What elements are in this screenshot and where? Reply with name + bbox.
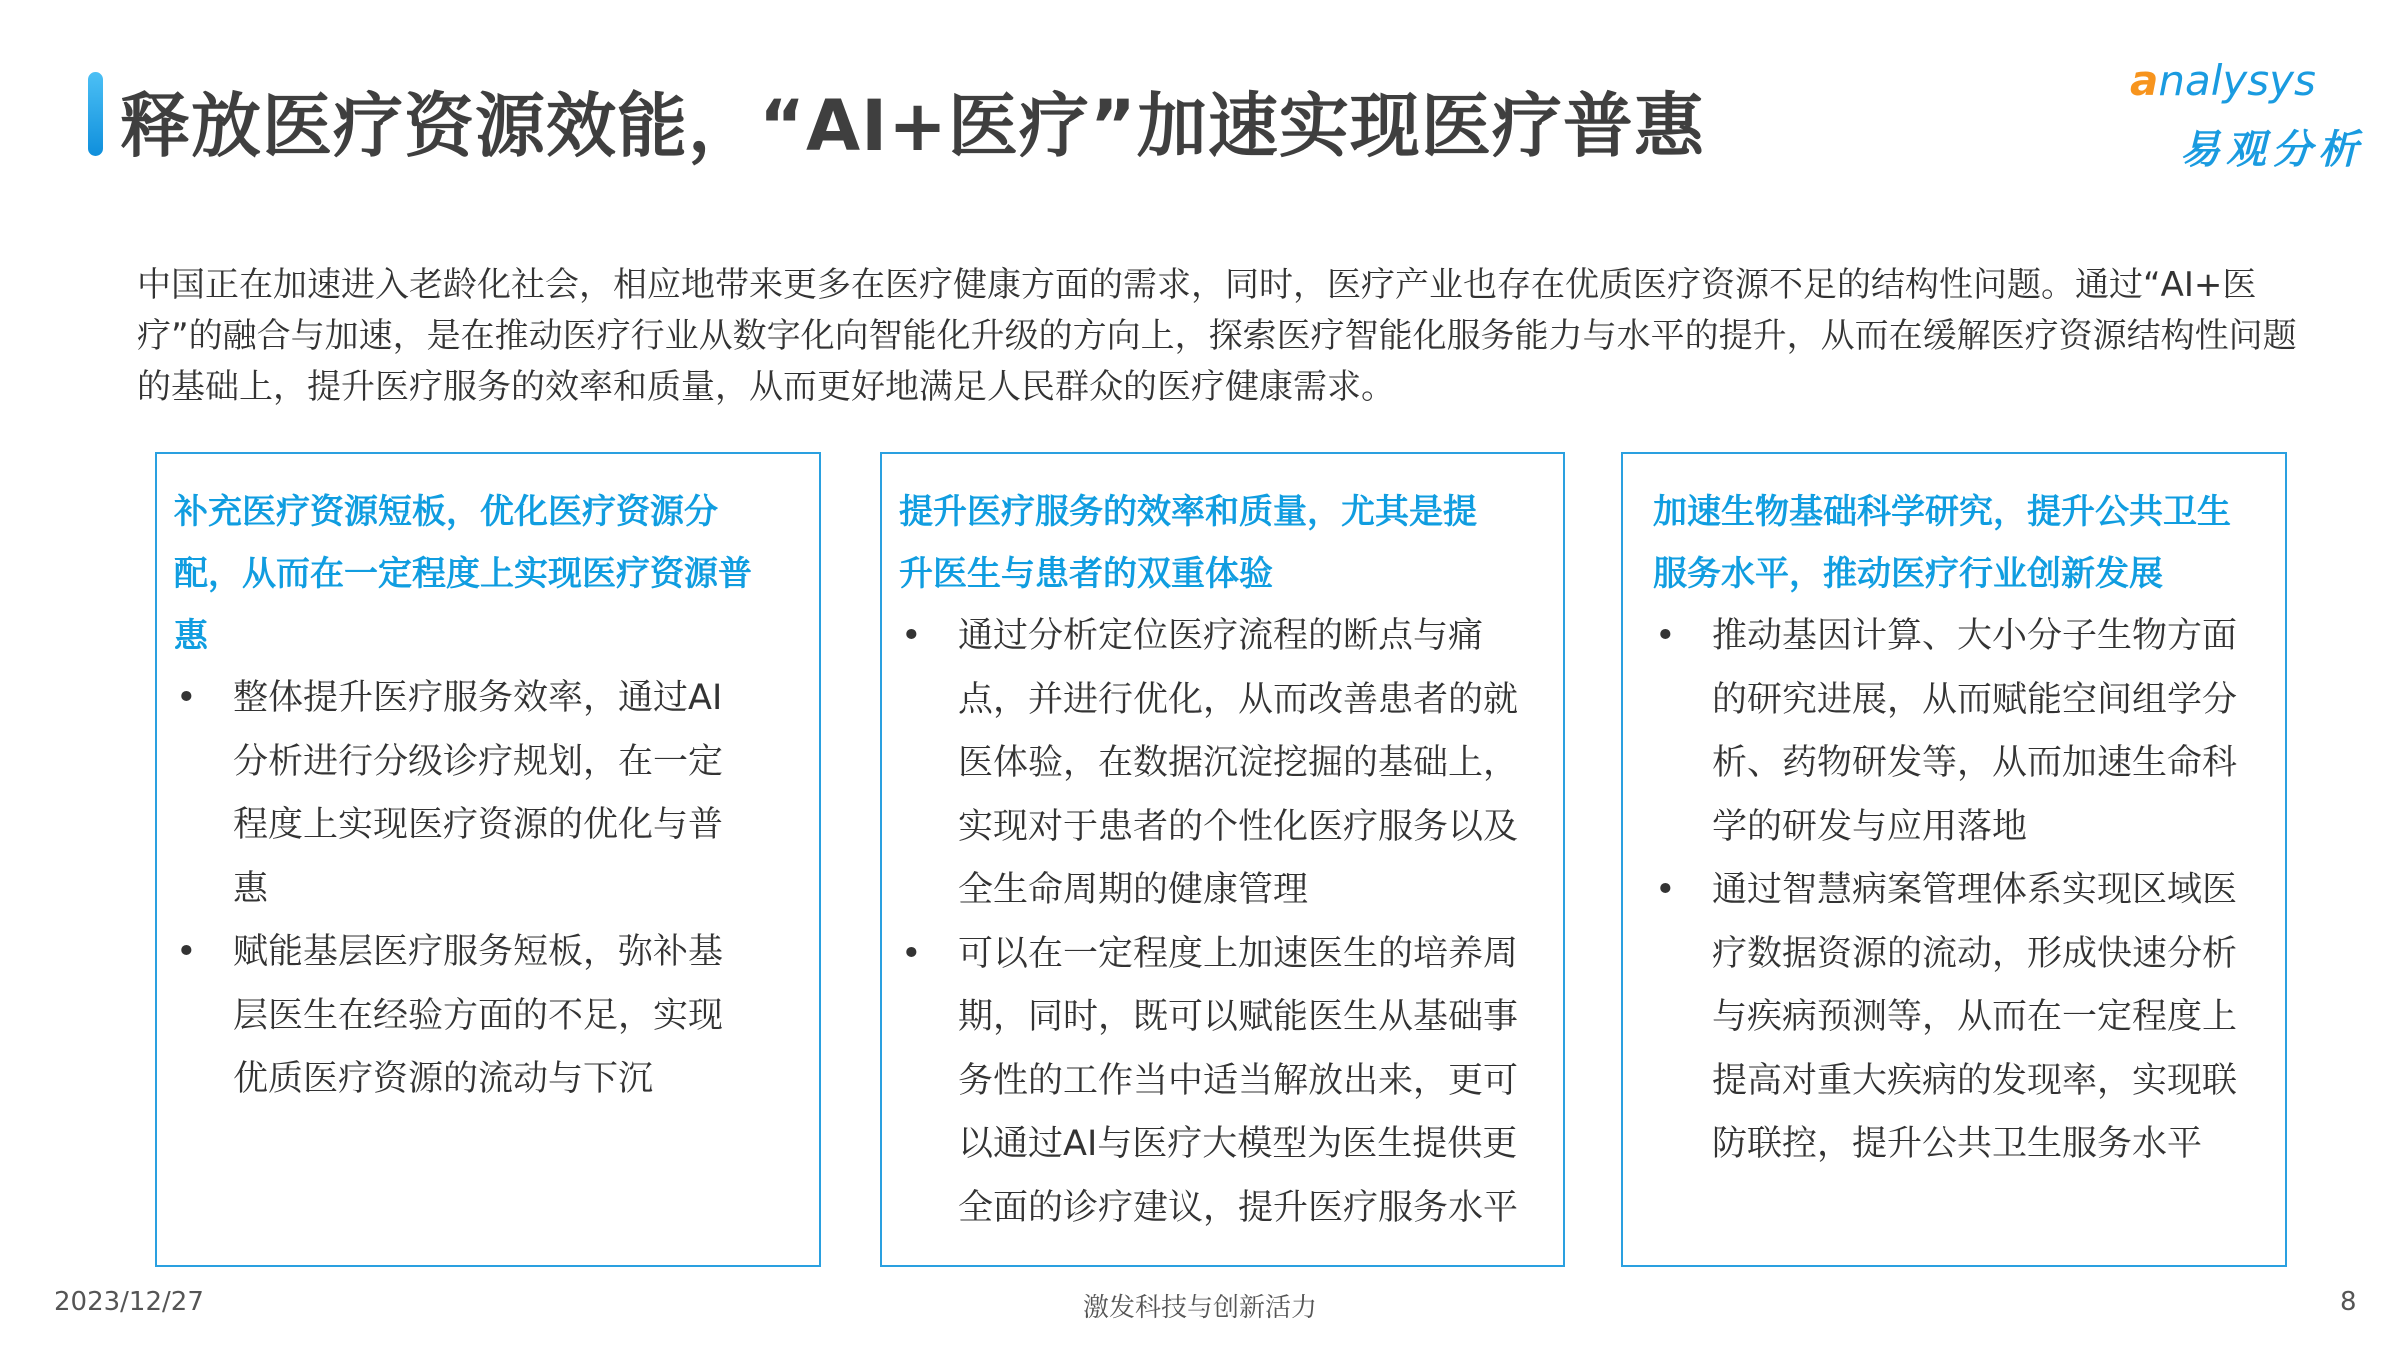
card-heading: 提升医疗服务的效率和质量，尤其是提升医生与患者的双重体验 xyxy=(899,492,1477,594)
card-resource-allocation xyxy=(155,452,821,1267)
page-number: 8 xyxy=(2340,1287,2357,1317)
card-heading: 加速生物基础科学研究，提升公共卫生服务水平，推动医疗行业创新发展 xyxy=(1653,492,2231,594)
card-bio-research xyxy=(1621,452,2287,1267)
title-accent-bar xyxy=(88,72,103,156)
card-efficiency-quality xyxy=(880,452,1565,1267)
logo-cn: 易观分析 xyxy=(2180,127,2364,173)
analysys-logo xyxy=(2130,56,2370,176)
list-item: • 通过智慧病案管理体系实现区域医疗数据资源的流动，形成快速分析与疾病预测等，从而在一定程度上提高对重大疾病的发现率，实现联防联控，提升公共卫生服务水平 xyxy=(1655,870,2238,1164)
intro-paragraph: 中国正在加速进入老龄化社会，相应地带来更多在医疗健康方面的需求，同时，医疗产业也存在优质医疗资源不足的结构性问题。通过“AI+医疗”的融合与加速，是在推动医疗行业从数字化向智能化升级的方向上，探索医疗智能化服务能力与水平的提升，从而在缓解医疗资源结构性问题的基础上，提升医疗服务的效率和质量，从而更好地满足人民群众的医疗健康需求。 xyxy=(137,265,2297,407)
list-item: • 通过分析定位医疗流程的断点与痛点，并进行优化，从而改善患者的就医体验，在数据沉淀挖掘的基础上，实现对于患者的个性化医疗服务以及全生命周期的健康管理 xyxy=(901,616,1519,910)
page-title: 释放医疗资源效能，“AI+医疗”加速实现医疗普惠 xyxy=(120,85,1705,167)
card-heading: 补充医疗资源短板，优化医疗资源分配，从而在一定程度上实现医疗资源普惠 xyxy=(174,492,752,656)
list-item: • 整体提升医疗服务效率，通过AI分析进行分级诊疗规划，在一定程度上实现医疗资源的优化与普惠 xyxy=(176,678,724,909)
list-item: • 赋能基层医疗服务短板，弥补基层医生在经验方面的不足，实现优质医疗资源的流动与下沉 xyxy=(176,932,724,1099)
list-item: • 可以在一定程度上加速医生的培养周期，同时，既可以赋能医生从基础事务性的工作当中适当解放出来，更可以通过AI与医疗大模型为医生提供更全面的诊疗建议，提升医疗服务水平 xyxy=(901,933,1519,1228)
footer-slogan: 激发科技与创新活力 xyxy=(1083,1293,1318,1323)
logo-en: analysys xyxy=(2130,56,2316,105)
list-item: • 推动基因计算、大小分子生物方面的研究进展，从而赋能空间组学分析、药物研发等，从而加速生命科学的研发与应用落地 xyxy=(1655,616,2238,847)
footer-date: 2023/12/27 xyxy=(54,1287,204,1317)
